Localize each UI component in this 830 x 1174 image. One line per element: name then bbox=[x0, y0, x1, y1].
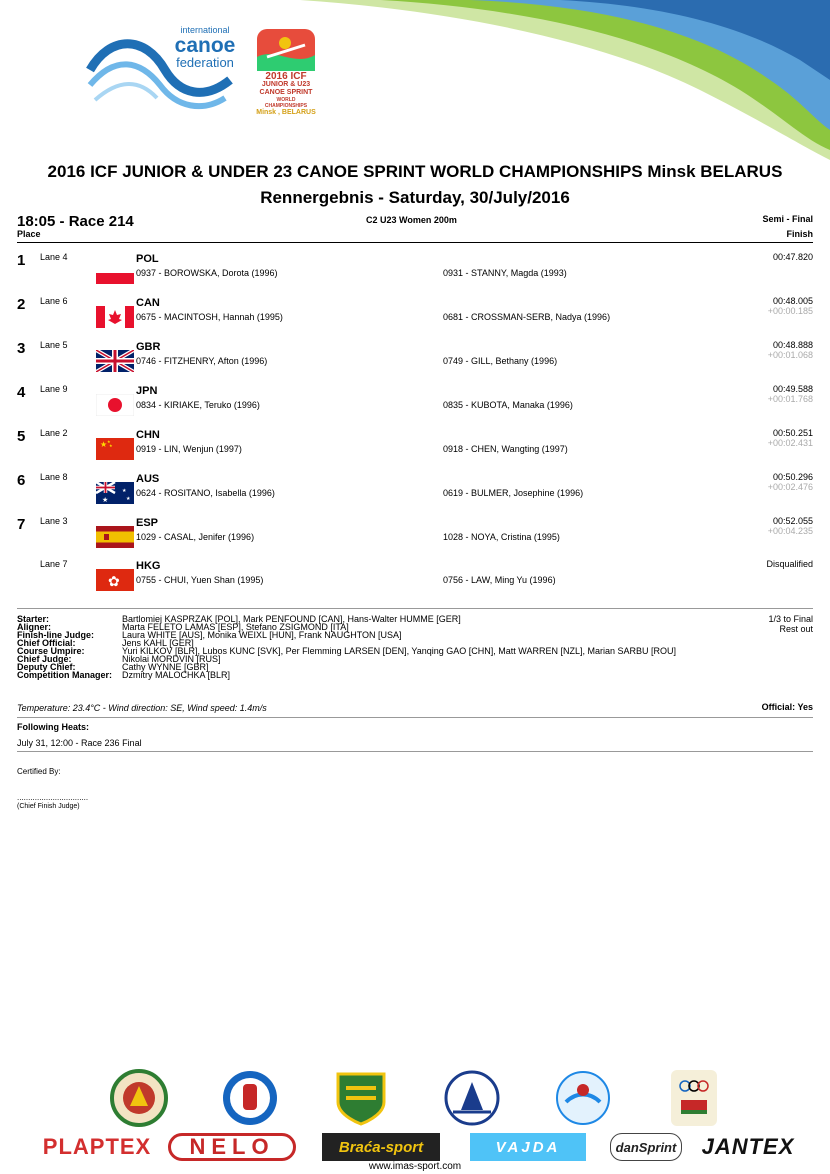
race-phase: Semi - Final bbox=[762, 214, 813, 224]
official-names: Cathy WYNNE [GBR] bbox=[122, 662, 209, 672]
athlete-1: 0746 - FITZHENRY, Afton (1996) bbox=[136, 356, 268, 366]
time-behind: +00:01.068 bbox=[767, 350, 813, 360]
athlete-1: 0675 - MACINTOSH, Hannah (1995) bbox=[136, 312, 283, 322]
document-title: 2016 ICF JUNIOR & UNDER 23 CANOE SPRINT WORLD CHAMPIONSHIPS Minsk BELARUS bbox=[47, 162, 783, 181]
federation-emblem-icon bbox=[554, 1068, 612, 1128]
athlete-2: 0749 - GILL, Bethany (1996) bbox=[443, 356, 558, 366]
lane-label: Lane 3 bbox=[40, 516, 68, 526]
lane-label: Lane 7 bbox=[40, 559, 68, 569]
sponsor-jantex: JANTEX bbox=[701, 1134, 795, 1159]
officials-divider bbox=[17, 608, 813, 609]
finish-time: Disqualified bbox=[766, 559, 813, 569]
result-row bbox=[0, 559, 830, 603]
icf-logo-line3: federation bbox=[176, 55, 234, 70]
finish-column-header: Finish bbox=[786, 229, 813, 239]
flag-can-icon bbox=[96, 306, 134, 328]
finish-time: 00:50.296 bbox=[772, 472, 813, 482]
website-link[interactable]: www.imas-sport.com bbox=[368, 1161, 462, 1172]
result-row bbox=[0, 340, 830, 384]
weather-info: Temperature: 23.4°C - Wind direction: SE, Wind speed: 1.4m/s bbox=[17, 703, 267, 713]
following-heats-title: Following Heats: bbox=[17, 722, 89, 732]
country-code: HKG bbox=[136, 560, 161, 572]
sponsor-braca-sport: Braća-sport bbox=[322, 1133, 440, 1161]
header-divider bbox=[17, 242, 813, 243]
event-logo-line4: WORLD CHAMPIONSHIPS bbox=[264, 97, 308, 109]
olympic-committee-emblem-icon bbox=[665, 1068, 723, 1128]
race-time-number: 18:05 - Race 214 bbox=[17, 213, 134, 230]
official-names: Nikolai MORDVIN [RUS] bbox=[122, 654, 221, 664]
event-logo-line1: 2016 ICF bbox=[265, 71, 307, 82]
flag-chn-icon bbox=[96, 438, 134, 460]
official-role: Deputy Chief: bbox=[17, 662, 76, 672]
finish-time: 00:50.251 bbox=[772, 428, 813, 438]
time-behind: +00:01.768 bbox=[767, 394, 813, 404]
icf-logo-text bbox=[170, 26, 240, 69]
country-code: CHN bbox=[136, 429, 160, 441]
lane-label: Lane 8 bbox=[40, 472, 68, 482]
official-role: Chief Official: bbox=[17, 638, 76, 648]
athlete-2: 1028 - NOYA, Cristina (1995) bbox=[443, 532, 560, 542]
sponsor-plaptex: PLAPTEX bbox=[42, 1134, 152, 1159]
place-number: 4 bbox=[17, 384, 26, 401]
place-number: 1 bbox=[17, 252, 26, 269]
signature-line: ................................ bbox=[17, 793, 89, 802]
country-code: AUS bbox=[136, 473, 160, 485]
country-code: ESP bbox=[136, 517, 159, 529]
time-behind: +00:00.185 bbox=[767, 306, 813, 316]
place-number: 2 bbox=[17, 296, 26, 313]
icf-logo-line1: international bbox=[180, 25, 230, 35]
athlete-2: 0681 - CROSSMAN-SERB, Nadya (1996) bbox=[443, 312, 611, 322]
official-names: Laura WHITE [AUS], Monika WEIXL [HUN], Frank NAUGHTON [USA] bbox=[122, 630, 402, 640]
flag-gbr-icon bbox=[96, 350, 134, 372]
official-role: Course Umpire: bbox=[17, 646, 85, 656]
time-behind: +00:02.431 bbox=[767, 438, 813, 448]
result-row bbox=[0, 516, 830, 560]
svg-text:★: ★ bbox=[107, 439, 111, 444]
following-heats-item: July 31, 12:00 - Race 236 Final bbox=[17, 738, 142, 748]
chief-finish-judge-label: (Chief Finish Judge) bbox=[17, 803, 80, 810]
svg-text:★: ★ bbox=[109, 443, 113, 448]
official-names: Marta FELETO LAMAS [ESP], Stefano ZSIGMOND [ITA] bbox=[122, 622, 349, 632]
flag-esp-icon bbox=[96, 526, 134, 548]
result-row bbox=[0, 384, 830, 428]
finish-time: 00:47.820 bbox=[772, 252, 813, 262]
flag-pol-icon bbox=[96, 262, 134, 284]
svg-text:★: ★ bbox=[100, 440, 108, 449]
place-number: 3 bbox=[17, 340, 26, 357]
country-code: POL bbox=[136, 253, 159, 265]
svg-text:★: ★ bbox=[102, 496, 109, 504]
sponsor-nelo: NELO bbox=[168, 1133, 296, 1161]
lane-label: Lane 2 bbox=[40, 428, 68, 438]
athlete-1: 0834 - KIRIAKE, Teruko (1996) bbox=[136, 400, 260, 410]
athlete-1: 1029 - CASAL, Jenifer (1996) bbox=[136, 532, 255, 542]
lane-label: Lane 5 bbox=[40, 340, 68, 350]
athlete-1: 0755 - CHUI, Yuen Shan (1995) bbox=[136, 575, 264, 585]
athlete-2: 0931 - STANNY, Magda (1993) bbox=[443, 268, 567, 278]
flag-aus-icon bbox=[96, 482, 134, 504]
official-role: Competition Manager: bbox=[17, 670, 113, 680]
lane-label: Lane 6 bbox=[40, 296, 68, 306]
svg-text:★: ★ bbox=[122, 488, 127, 494]
finish-time: 00:48.888 bbox=[772, 340, 813, 350]
paddle-club-emblem-icon bbox=[443, 1068, 501, 1128]
flag-hkg-icon bbox=[96, 569, 134, 591]
country-code: GBR bbox=[136, 341, 161, 353]
event-logo bbox=[255, 27, 317, 116]
time-behind: +00:04.235 bbox=[767, 526, 813, 536]
finish-time: 00:52.055 bbox=[772, 516, 813, 526]
official-names: Yuri KILKOV [BLR], Lubos KUNC [SVK], Per Flemming LARSEN [DEN], Yanqing GAO [CHN], Matt WARREN [NZL], Marian SARBU [ROU] bbox=[122, 646, 676, 656]
event-logo-line2: JUNIOR & U23 bbox=[261, 81, 311, 88]
athlete-2: 0918 - CHEN, Wangting (1997) bbox=[443, 444, 568, 454]
following-divider bbox=[17, 751, 813, 752]
event-logo-line5: Minsk , BELARUS bbox=[256, 109, 316, 116]
result-row bbox=[0, 472, 830, 516]
official-role: Chief Judge: bbox=[17, 654, 72, 664]
athlete-1: 0919 - LIN, Wenjun (1997) bbox=[136, 444, 242, 454]
athlete-1: 0624 - ROSITANO, Isabella (1996) bbox=[136, 488, 275, 498]
certified-by-label: Certified By: bbox=[17, 767, 61, 776]
place-number: 7 bbox=[17, 516, 26, 533]
athlete-2: 0835 - KUBOTA, Manaka (1996) bbox=[443, 400, 573, 410]
laurel-emblem-icon bbox=[110, 1068, 168, 1128]
sponsor-vajda: VAJDA bbox=[470, 1133, 586, 1161]
athlete-2: 0619 - BULMER, Josephine (1996) bbox=[443, 488, 584, 498]
country-code: CAN bbox=[136, 297, 160, 309]
finish-time: 00:48.005 bbox=[772, 296, 813, 306]
icf-logo-line2: canoe bbox=[174, 34, 236, 57]
official-names: Jens KAHL [GER] bbox=[122, 638, 194, 648]
result-row bbox=[0, 296, 830, 340]
svg-text:✿: ✿ bbox=[108, 574, 120, 590]
time-behind: +00:02.476 bbox=[767, 482, 813, 492]
progression-rule-1: 1/3 to Final bbox=[768, 614, 813, 624]
lane-label: Lane 4 bbox=[40, 252, 68, 262]
place-number: 5 bbox=[17, 428, 26, 445]
shield-emblem-icon bbox=[332, 1068, 390, 1128]
place-number: 6 bbox=[17, 472, 26, 489]
place-column-header: Place bbox=[17, 229, 41, 239]
document-subtitle: Rennergebnis - Saturday, 30/July/2016 bbox=[260, 188, 570, 207]
event-logo-line3: CANOE SPRINT bbox=[259, 89, 313, 96]
country-code: JPN bbox=[136, 385, 158, 397]
svg-text:★: ★ bbox=[126, 496, 131, 502]
result-row bbox=[0, 428, 830, 472]
weather-divider bbox=[17, 717, 813, 718]
finish-time: 00:49.588 bbox=[772, 384, 813, 394]
paddler-icon bbox=[255, 27, 317, 73]
result-row bbox=[0, 252, 830, 296]
coat-of-arms-emblem-icon bbox=[221, 1068, 279, 1128]
official-names: Bartlomiej KASPRZAK [POL], Mark PENFOUND [CAN], Hans-Walter HUMME [GER] bbox=[122, 614, 461, 624]
flag-jpn-icon bbox=[96, 394, 134, 416]
official-names: Dzmitry MALOCHKA [BLR] bbox=[122, 670, 231, 680]
event-name: C2 U23 Women 200m bbox=[366, 215, 457, 225]
official-role: Starter: bbox=[17, 614, 50, 624]
official-role: Finish-line Judge: bbox=[17, 630, 95, 640]
athlete-2: 0756 - LAW, Ming Yu (1996) bbox=[443, 575, 556, 585]
athlete-1: 0937 - BOROWSKA, Dorota (1996) bbox=[136, 268, 278, 278]
progression-rule-2: Rest out bbox=[779, 624, 813, 634]
lane-label: Lane 9 bbox=[40, 384, 68, 394]
official-role: Aligner: bbox=[17, 622, 52, 632]
sponsor-dansprint: danSprint bbox=[610, 1133, 682, 1161]
official-status: Official: Yes bbox=[761, 702, 813, 712]
